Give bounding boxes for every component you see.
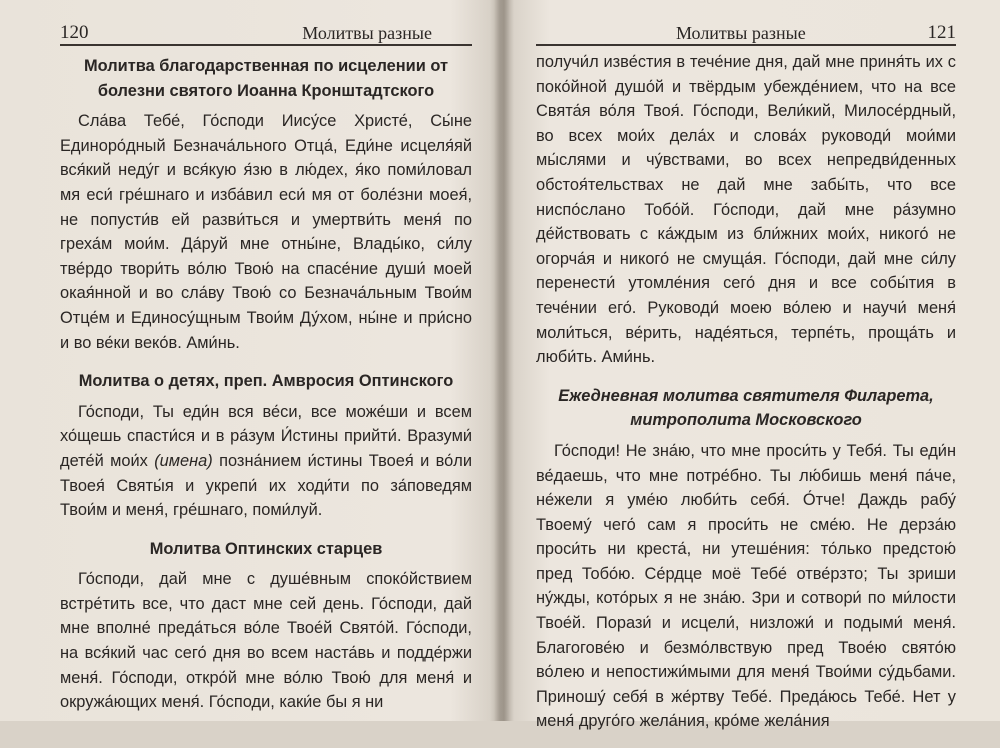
prayer-optina-title: Молитва Оптинских старцев [149, 539, 383, 558]
prayer-kronstadt-text: Сла́ва Тебе́, Го́споди Иису́се Христе́, Сы́не Единоро́дный Безнача́льного Отца́, Еди́не исцеля́яй вся́кий неду́г и вся́кую я́зю в лю́дех, я́ко поми́ловал мя еси́ гре́шнаго и изба́вил еси́ мя от боле́зни моея́, не попусти́в ей разви́ться и умертви́ть меня́ по греха́м мои́м. Да́руй мне отны́не, Влады́ко, си́лу тве́рдо твори́ть во́лю Твою́ на спасе́ние души́ моей окая́нной и во сла́ву Твою́ со Безнача́льным Твои́м Отце́м и Единосу́щным Твои́м Ду́хом, ны́не и при́сно и во ве́ки веко́в. Ами́нь. [60, 112, 472, 352]
prayer-kronstadt-title: Молитва благодарственная по исцелении от болезни святого Иоанна Кронштадтского [83, 57, 449, 100]
right-page-header [536, 14, 956, 46]
prayer-children-text-start: Го́споди, Ты еди́н вся ве́си, все може́ши и всем хо́щешь спасти́ся и в ра́зум И́стины прийти́. Вразуми́ дете́й мои́х [60, 402, 472, 470]
book-gutter [494, 0, 514, 721]
prayer-optina-continuation: получи́л изве́стия в тече́ние дня, дай мне приня́ть их с поко́йной душо́й и твёрдым убежде́нием, что на все Свята́я во́ля Твоя́. Го́споди, Вели́кий, Милосе́рдный, во всех мои́х дела́х и слова́х руководи́ мои́ми мы́слями и чу́вствами, во всех непредви́денных обстоя́тельствах не дай мне забы́ть, что все ниспо́слано Тобо́й. Го́споди, дай мне ра́зумно де́йствовать с ка́ждым из бли́жних мои́х, никого́ не огорча́я и никого́ не смуща́я. Го́споди, дай мне си́лу перенести́ утомле́ния сего́ дня и все собы́тия в тече́нии его́. Руководи́ моею во́лею и научи́ меня́ моли́ться, ве́рить, наде́яться, терпе́ть, проща́ть и люби́ть. Ами́нь. [536, 53, 956, 367]
right-page-number: 121 [927, 22, 956, 43]
right-page [514, 0, 1000, 731]
right-running-head: Молитвы разные [676, 23, 806, 43]
prayer-children-title: Молитва о детях, преп. Амвросия Оптинского [78, 372, 454, 391]
prayer-children-text [60, 400, 472, 523]
left-page-header [60, 14, 472, 46]
left-page-number: 120 [60, 22, 89, 43]
left-page-content [60, 50, 472, 729]
left-running-head: Молитвы разные [302, 23, 432, 43]
prayer-optina-text: Го́споди, дай мне с душе́вным споко́йствием встре́тить все, что даст мне сей день. Го́споди, дай мне вполне́ преда́ться во́ле Твое́й Свято́й. Го́споди, на вся́кий час сего́ дня во всем наста́вь и подде́ржи меня́. Го́споди, откро́й мне во́лю Твою́ для меня́ и окружа́ющих меня́. Го́споди, каки́е бы я ни [60, 570, 472, 712]
prayer-philaret-title: Ежедневная молитва святителя Филарета, митрополита Московского [558, 386, 934, 430]
right-page-content [536, 50, 956, 748]
prayer-philaret-text: Го́споди! Не зна́ю, что мне проси́ть у Тебя́. Ты еди́н ве́даешь, что мне потре́бно. Ты лю́бишь меня́ па́че, не́жели я уме́ю люби́ть себя́. О́тче! Даждь рабу́ Твоему́ чего́ сам я проси́ть не сме́ю. Не дерза́ю проси́ть ни креста́, ни утеше́ния: то́лько предстою́ пред Тобо́ю. Се́рдце моё Тебе́ отве́рзто; Ты зриши ну́жды, кото́рых я не зна́ю. Зри и сотвори́ по ми́лости Твое́й. Порази́ и исцели́, низложи́ и подыми́ меня́. Благогове́ю и безмо́лвствую пред Твое́ю свято́ю во́лею и непостижи́мыми для меня́ Твои́ми су́дьбами. Приношу́ себя́ в же́ртву Тебе́. Преда́юсь Тебе́. Нет у меня́ друго́го жела́ния, кро́ме жела́ния [536, 441, 956, 731]
left-page [0, 0, 494, 721]
prayer-children-text-end: позна́нием и́стины Твоея́ и во́ли Твоея́ Святы́я и укрепи́ их ходи́ти по за́поведям Твои́м и меня́, гре́шнаго, поми́луй. [60, 451, 472, 520]
prayer-children-names: (имена) [154, 451, 213, 470]
